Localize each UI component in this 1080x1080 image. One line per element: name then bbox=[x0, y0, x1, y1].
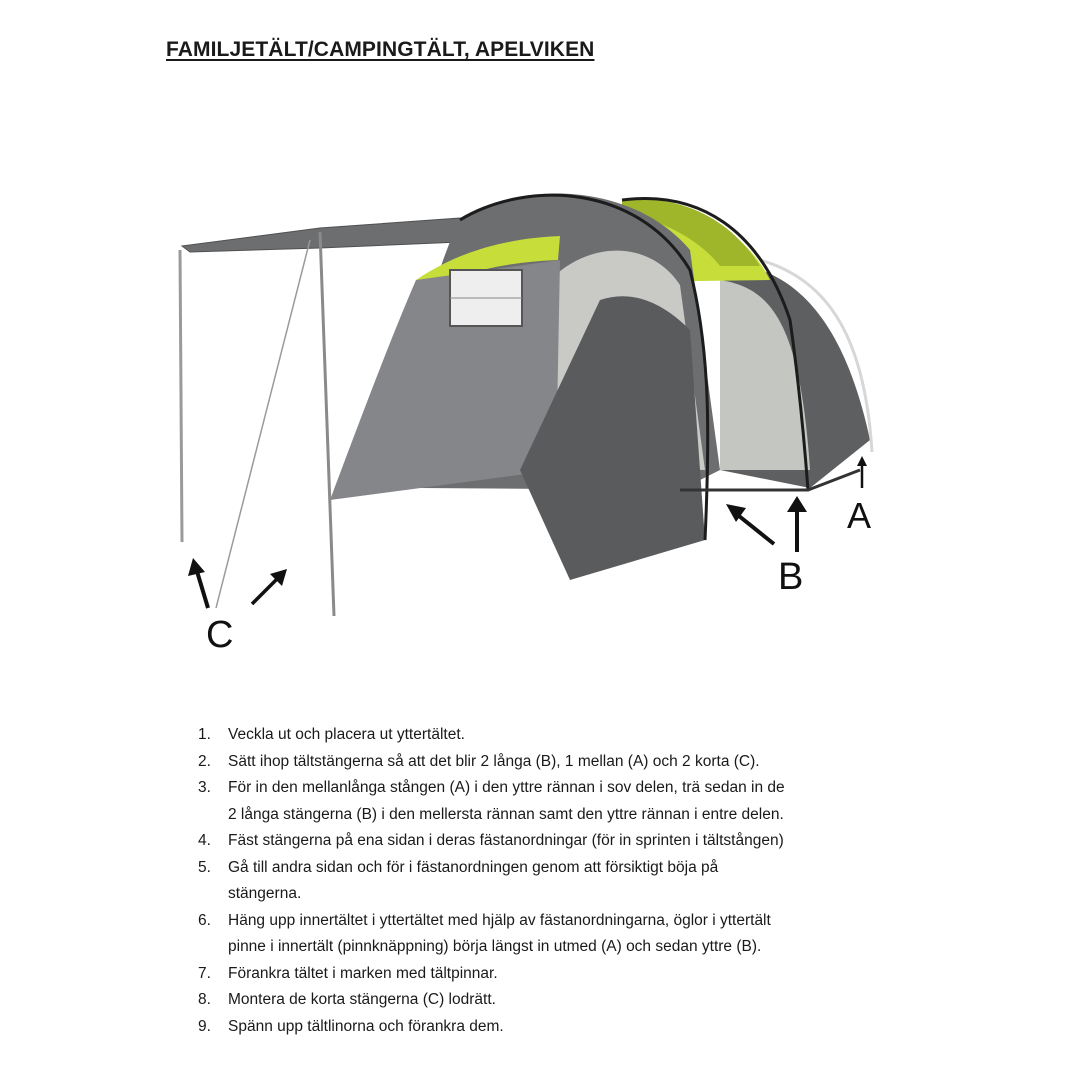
step-text: Fäst stängerna på ena sidan i deras fästanordningar (för in sprinten i tältstången) bbox=[228, 832, 784, 849]
step-number: 8. bbox=[198, 991, 211, 1008]
step-text: Förankra tältet i marken med tältpinnar. bbox=[228, 964, 498, 982]
instruction-step bbox=[198, 855, 918, 882]
document-title: FAMILJETÄLT/CAMPINGTÄLT, APELVIKEN bbox=[166, 38, 595, 61]
arrow-c-right bbox=[252, 569, 287, 604]
step-number bbox=[198, 934, 228, 961]
instruction-step bbox=[198, 961, 918, 988]
step-number: 3. bbox=[198, 779, 211, 796]
instruction-step bbox=[198, 828, 918, 855]
instruction-step bbox=[198, 1014, 918, 1041]
step-number bbox=[198, 881, 228, 908]
arrow-b-vertical bbox=[787, 496, 807, 552]
callout-label-a: A bbox=[847, 495, 872, 536]
arrow-b-diagonal bbox=[726, 504, 774, 544]
step-number: 9. bbox=[198, 1017, 211, 1035]
step-text: Spänn upp tältlinorna och förankra dem. bbox=[228, 1017, 504, 1035]
instruction-step-continuation bbox=[198, 934, 918, 961]
step-number: 7. bbox=[198, 964, 211, 982]
step-text: För in den mellanlånga stången (A) i den yttre rännan i sov delen, trä sedan in de bbox=[228, 779, 785, 796]
awning-pole-left bbox=[180, 250, 182, 542]
instruction-step bbox=[198, 749, 918, 776]
instruction-step-continuation bbox=[198, 881, 918, 908]
awning-pole-right bbox=[320, 232, 334, 616]
step-number: 2. bbox=[198, 752, 211, 770]
instruction-step bbox=[198, 775, 918, 802]
step-text: pinne i innertält (pinnknäppning) börja längst in utmed (A) och sedan yttre (B). bbox=[228, 938, 762, 955]
step-number: 4. bbox=[198, 832, 211, 849]
step-number: 5. bbox=[198, 858, 211, 876]
step-text: Häng upp innertältet i yttertältet med hjälp av fästanordningarna, öglor i yttertält bbox=[228, 911, 771, 929]
step-text: 2 långa stängerna (B) i den mellersta rännan samt den yttre rännan i entre delen. bbox=[228, 805, 784, 823]
arrow-c-left bbox=[188, 558, 208, 608]
callout-label-b: B bbox=[778, 556, 804, 598]
instruction-step bbox=[198, 722, 918, 749]
step-number: 1. bbox=[198, 726, 211, 743]
step-number bbox=[198, 802, 228, 829]
instruction-step bbox=[198, 908, 918, 935]
tent-drawing bbox=[160, 170, 920, 670]
step-text: Gå till andra sidan och för i fästanordningen genom att försiktigt böja på bbox=[228, 858, 719, 876]
tent-illustration bbox=[160, 170, 920, 670]
guy-line bbox=[216, 240, 310, 608]
step-text: Sätt ihop tältstängerna så att det blir 2 långa (B), 1 mellan (A) och 2 korta (C). bbox=[228, 752, 760, 770]
callout-label-c: C bbox=[206, 614, 234, 656]
instruction-list bbox=[198, 722, 918, 1040]
step-text: Veckla ut och placera ut yttertältet. bbox=[228, 726, 465, 743]
step-text: Montera de korta stängerna (C) lodrätt. bbox=[228, 991, 496, 1008]
step-text: stängerna. bbox=[228, 885, 302, 902]
instruction-step-continuation bbox=[198, 802, 918, 829]
step-number: 6. bbox=[198, 911, 211, 929]
instruction-step bbox=[198, 987, 918, 1014]
